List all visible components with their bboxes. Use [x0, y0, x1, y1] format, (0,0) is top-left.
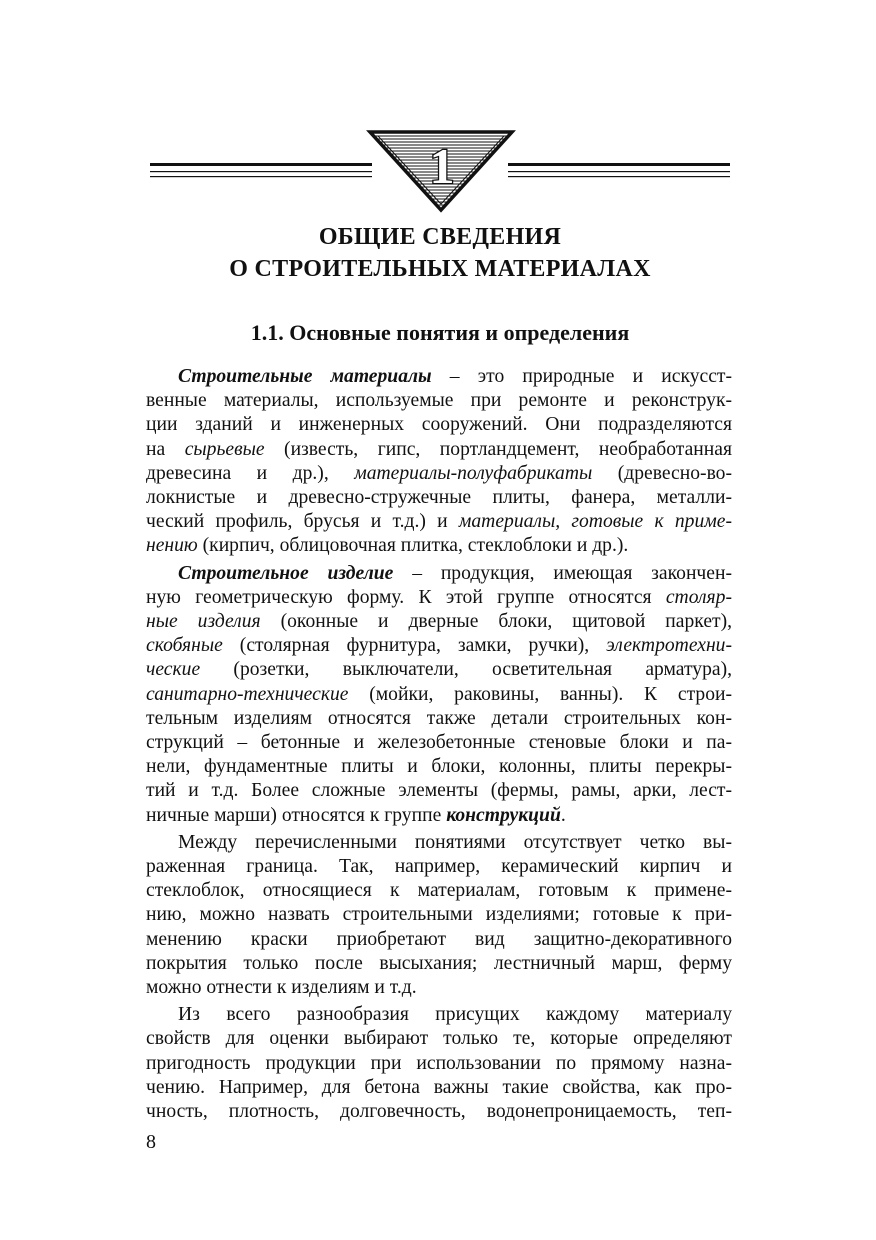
text-run: (кирпич, облицовочная плитка, стеклоблоки и др.).: [197, 535, 629, 557]
text-run: струкций – бетонные и железобетонные стеновые блоки и па-: [146, 732, 732, 754]
text-line: [146, 486, 732, 510]
chapter-emblem: [148, 128, 732, 214]
decorative-rule-left: [150, 163, 372, 177]
term-italic: ческие: [146, 659, 201, 681]
text-line: [146, 562, 732, 586]
body-text: [146, 365, 732, 1124]
text-line: [146, 510, 732, 534]
term-italic: ные изделия: [146, 611, 261, 633]
text-run: чению. Например, для бетона важны такие свойства, как про-: [146, 1076, 732, 1098]
text-run: – это природные и искусст-: [431, 366, 732, 387]
chapter-number: 1: [429, 138, 455, 194]
term-bold-italic: Строительное изделие: [178, 562, 394, 584]
paragraph: [146, 562, 732, 828]
term-italic: столяр-: [665, 586, 732, 608]
text-line: [146, 903, 732, 927]
text-run: ничные марши) относятся к группе: [146, 804, 447, 826]
section-heading: 1.1. Основные понятия и определения: [250, 320, 630, 345]
chapter-title: [150, 221, 730, 285]
text-line: [146, 1052, 732, 1076]
term-italic: материалы, готовые к приме-: [458, 511, 732, 533]
text-line: [146, 534, 732, 558]
text-run: локнистые и древесно-стружечные плиты, фанера, металли-: [146, 487, 732, 509]
text-line: [146, 779, 732, 803]
text-run: тельным изделиям относятся также детали строительных кон-: [146, 707, 732, 729]
text-line: [146, 755, 732, 779]
term-italic: материалы-полуфабрикаты: [354, 462, 593, 484]
text-line: [146, 683, 732, 707]
text-run: пригодность продукции при использовании по прямому назна-: [146, 1052, 732, 1074]
paragraph: [146, 831, 732, 1000]
term-italic: санитарно-технические: [146, 683, 349, 705]
text-run: раженная граница. Так, например, керамический кирпич и: [146, 856, 732, 878]
chapter-title-line-2: О СТРОИТЕЛЬНЫХ МАТЕРИАЛАХ: [229, 256, 651, 282]
text-run: покрытия только после высыхания; лестничный марш, ферму: [146, 952, 732, 974]
text-run: (оконные и дверные блоки, щитовой паркет),: [260, 611, 733, 633]
text-run: (мойки, раковины, ванны). К строи-: [348, 683, 732, 705]
text-line: [146, 804, 732, 828]
paragraph: [146, 365, 732, 559]
text-line: [146, 438, 732, 462]
text-line: [146, 928, 732, 952]
decorative-rule-right: [508, 163, 730, 177]
text-line: [146, 879, 732, 903]
text-line: [146, 462, 732, 486]
term-italic: скобяные: [146, 635, 223, 657]
text-run: чность, плотность, долговечность, водонепроницаемость, теп-: [146, 1101, 732, 1123]
text-run: – продукция, имеющая закончен-: [393, 562, 732, 584]
page-number: 8: [146, 1131, 156, 1153]
text-line: [146, 586, 732, 610]
chapter-title-line-1: ОБЩИЕ СВЕДЕНИЯ: [318, 224, 562, 250]
text-run: (древесно-во-: [592, 462, 733, 484]
text-run: древесина и др.),: [146, 462, 355, 484]
text-run: стеклоблок, относящиеся к материалам, готовым к примене-: [146, 880, 732, 902]
text-line: [146, 658, 732, 682]
text-line: [146, 831, 732, 855]
text-run: Между перечисленными понятиями отсутствует четко вы-: [178, 831, 732, 853]
text-run: венные материалы, используемые при ремонте и реконструк-: [146, 390, 732, 412]
text-line: [146, 952, 732, 976]
paragraph: [146, 1003, 732, 1124]
text-line: [146, 976, 732, 1000]
text-run: ческий профиль, брусья и т.д.) и: [146, 511, 459, 533]
text-run: тий и т.д. Более сложные элементы (фермы, рамы, арки, лест-: [146, 780, 732, 802]
text-line: [146, 1027, 732, 1051]
text-run: можно отнести к изделиям и т.д.: [146, 977, 417, 999]
text-run: (известь, гипс, портландцемент, необработанная: [264, 438, 732, 460]
text-run: свойств для оценки выбирают только те, которые определяют: [146, 1028, 732, 1050]
term-bold-italic: Строительные материалы: [178, 366, 432, 387]
text-run: ции зданий и инженерных сооружений. Они подразделяются: [146, 414, 732, 436]
text-line: [146, 731, 732, 755]
text-line: [146, 610, 732, 634]
text-line: [146, 1100, 732, 1124]
text-run: менению краски приобретают вид защитно-декоративного: [146, 928, 732, 950]
text-run: нию, можно назвать строительными изделиями; готовые к при-: [146, 904, 732, 926]
text-line: [146, 707, 732, 731]
term-italic: электротехни-: [606, 635, 732, 657]
text-line: [146, 855, 732, 879]
term-italic: сырьевые: [184, 438, 265, 460]
text-run: (столярная фурнитура, замки, ручки),: [222, 635, 607, 657]
text-run: Из всего разнообразия присущих каждому материалу: [178, 1004, 732, 1026]
text-line: [146, 413, 732, 437]
text-run: нели, фундаментные плиты и блоки, колонны, плиты перекры-: [146, 756, 732, 778]
text-line: [146, 389, 732, 413]
text-line: [146, 1003, 732, 1027]
text-line: [146, 365, 732, 389]
term-italic: нению: [146, 535, 198, 557]
text-run: (розетки, выключатели, осветительная арматура),: [200, 659, 732, 681]
text-line: [146, 1076, 732, 1100]
text-line: [146, 634, 732, 658]
text-run: на: [146, 438, 185, 460]
text-run: ную геометрическую форму. К этой группе относятся: [146, 586, 666, 608]
text-run: .: [560, 804, 566, 826]
term-bold-italic: конструкций: [446, 804, 561, 826]
